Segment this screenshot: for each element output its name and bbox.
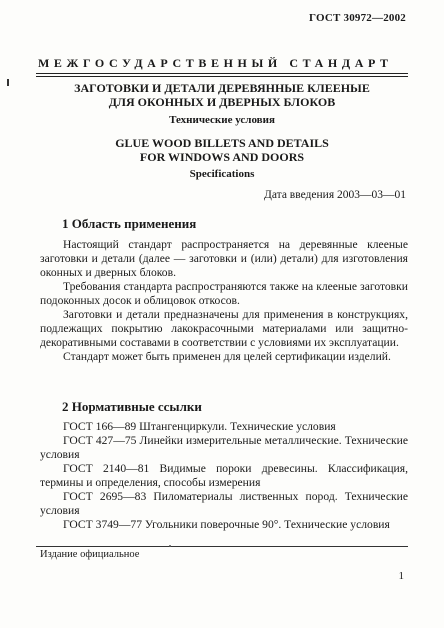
reference-item: ГОСТ 2695—83 Пиломатериалы лиственных пород. Технические условия <box>40 490 408 517</box>
title-block <box>36 81 408 180</box>
banner-rule-thick <box>36 73 408 74</box>
paragraph: Стандарт может быть применен для целей сертификации изделий. <box>63 350 391 363</box>
section-2-body <box>40 420 408 532</box>
reference-item: ГОСТ 3749—77 Угольники поверочные 90°. Технические условия <box>63 518 390 531</box>
footer-dot <box>169 545 171 547</box>
subtitle-ru: Технические условия <box>169 114 275 126</box>
reference-item: ГОСТ 2140—81 Видимые пороки древесины. Классификация, термины и определения, способы измерения <box>40 462 408 489</box>
introduction-date: Дата введения 2003—03—01 <box>264 189 406 201</box>
paragraph: Заготовки и детали предназначены для применения в конструкциях, подлежащих покрытию лакокрасочными материалами или защитно-декоративными составами в соответствии с условиями их эксплуатации. <box>40 308 408 349</box>
title-en-line1: GLUE WOOD BILLETS AND DETAILS <box>115 136 329 150</box>
margin-mark <box>7 79 9 86</box>
standard-code: ГОСТ 30972—2002 <box>309 12 406 24</box>
section-1-heading: 1 Область применения <box>62 216 197 231</box>
paragraph: Требования стандарта распространяются также на клееные заготовки подоконных досок и облицовок откосов. <box>40 280 408 307</box>
footer-rule <box>36 546 408 547</box>
edition-note: Издание официальное <box>40 549 140 560</box>
section-1-body <box>40 238 408 364</box>
reference-item: ГОСТ 427—75 Линейки измерительные металлические. Технические условия <box>40 434 408 461</box>
page-number: 1 <box>398 570 404 582</box>
standard-banner: МЕЖГОСУДАРСТВЕННЫЙ СТАНДАРТ <box>38 56 393 70</box>
subtitle-en: Specifications <box>189 168 255 180</box>
reference-item: ГОСТ 166—89 Штангенциркули. Технические условия <box>63 420 336 433</box>
banner-rule-thin <box>36 76 408 77</box>
title-ru-line1: ЗАГОТОВКИ И ДЕТАЛИ ДЕРЕВЯННЫЕ КЛЕЕНЫЕ <box>74 81 370 95</box>
section-2-heading: 2 Нормативные ссылки <box>62 399 202 414</box>
title-en-line2: FOR WINDOWS AND DOORS <box>139 150 305 164</box>
title-ru-line2: ДЛЯ ОКОННЫХ И ДВЕРНЫХ БЛОКОВ <box>108 95 336 109</box>
paragraph: Настоящий стандарт распространяется на деревянные клееные заготовки и детали (далее — заготовки и (или) детали) для изготовления оконных и дверных блоков. <box>40 238 408 279</box>
